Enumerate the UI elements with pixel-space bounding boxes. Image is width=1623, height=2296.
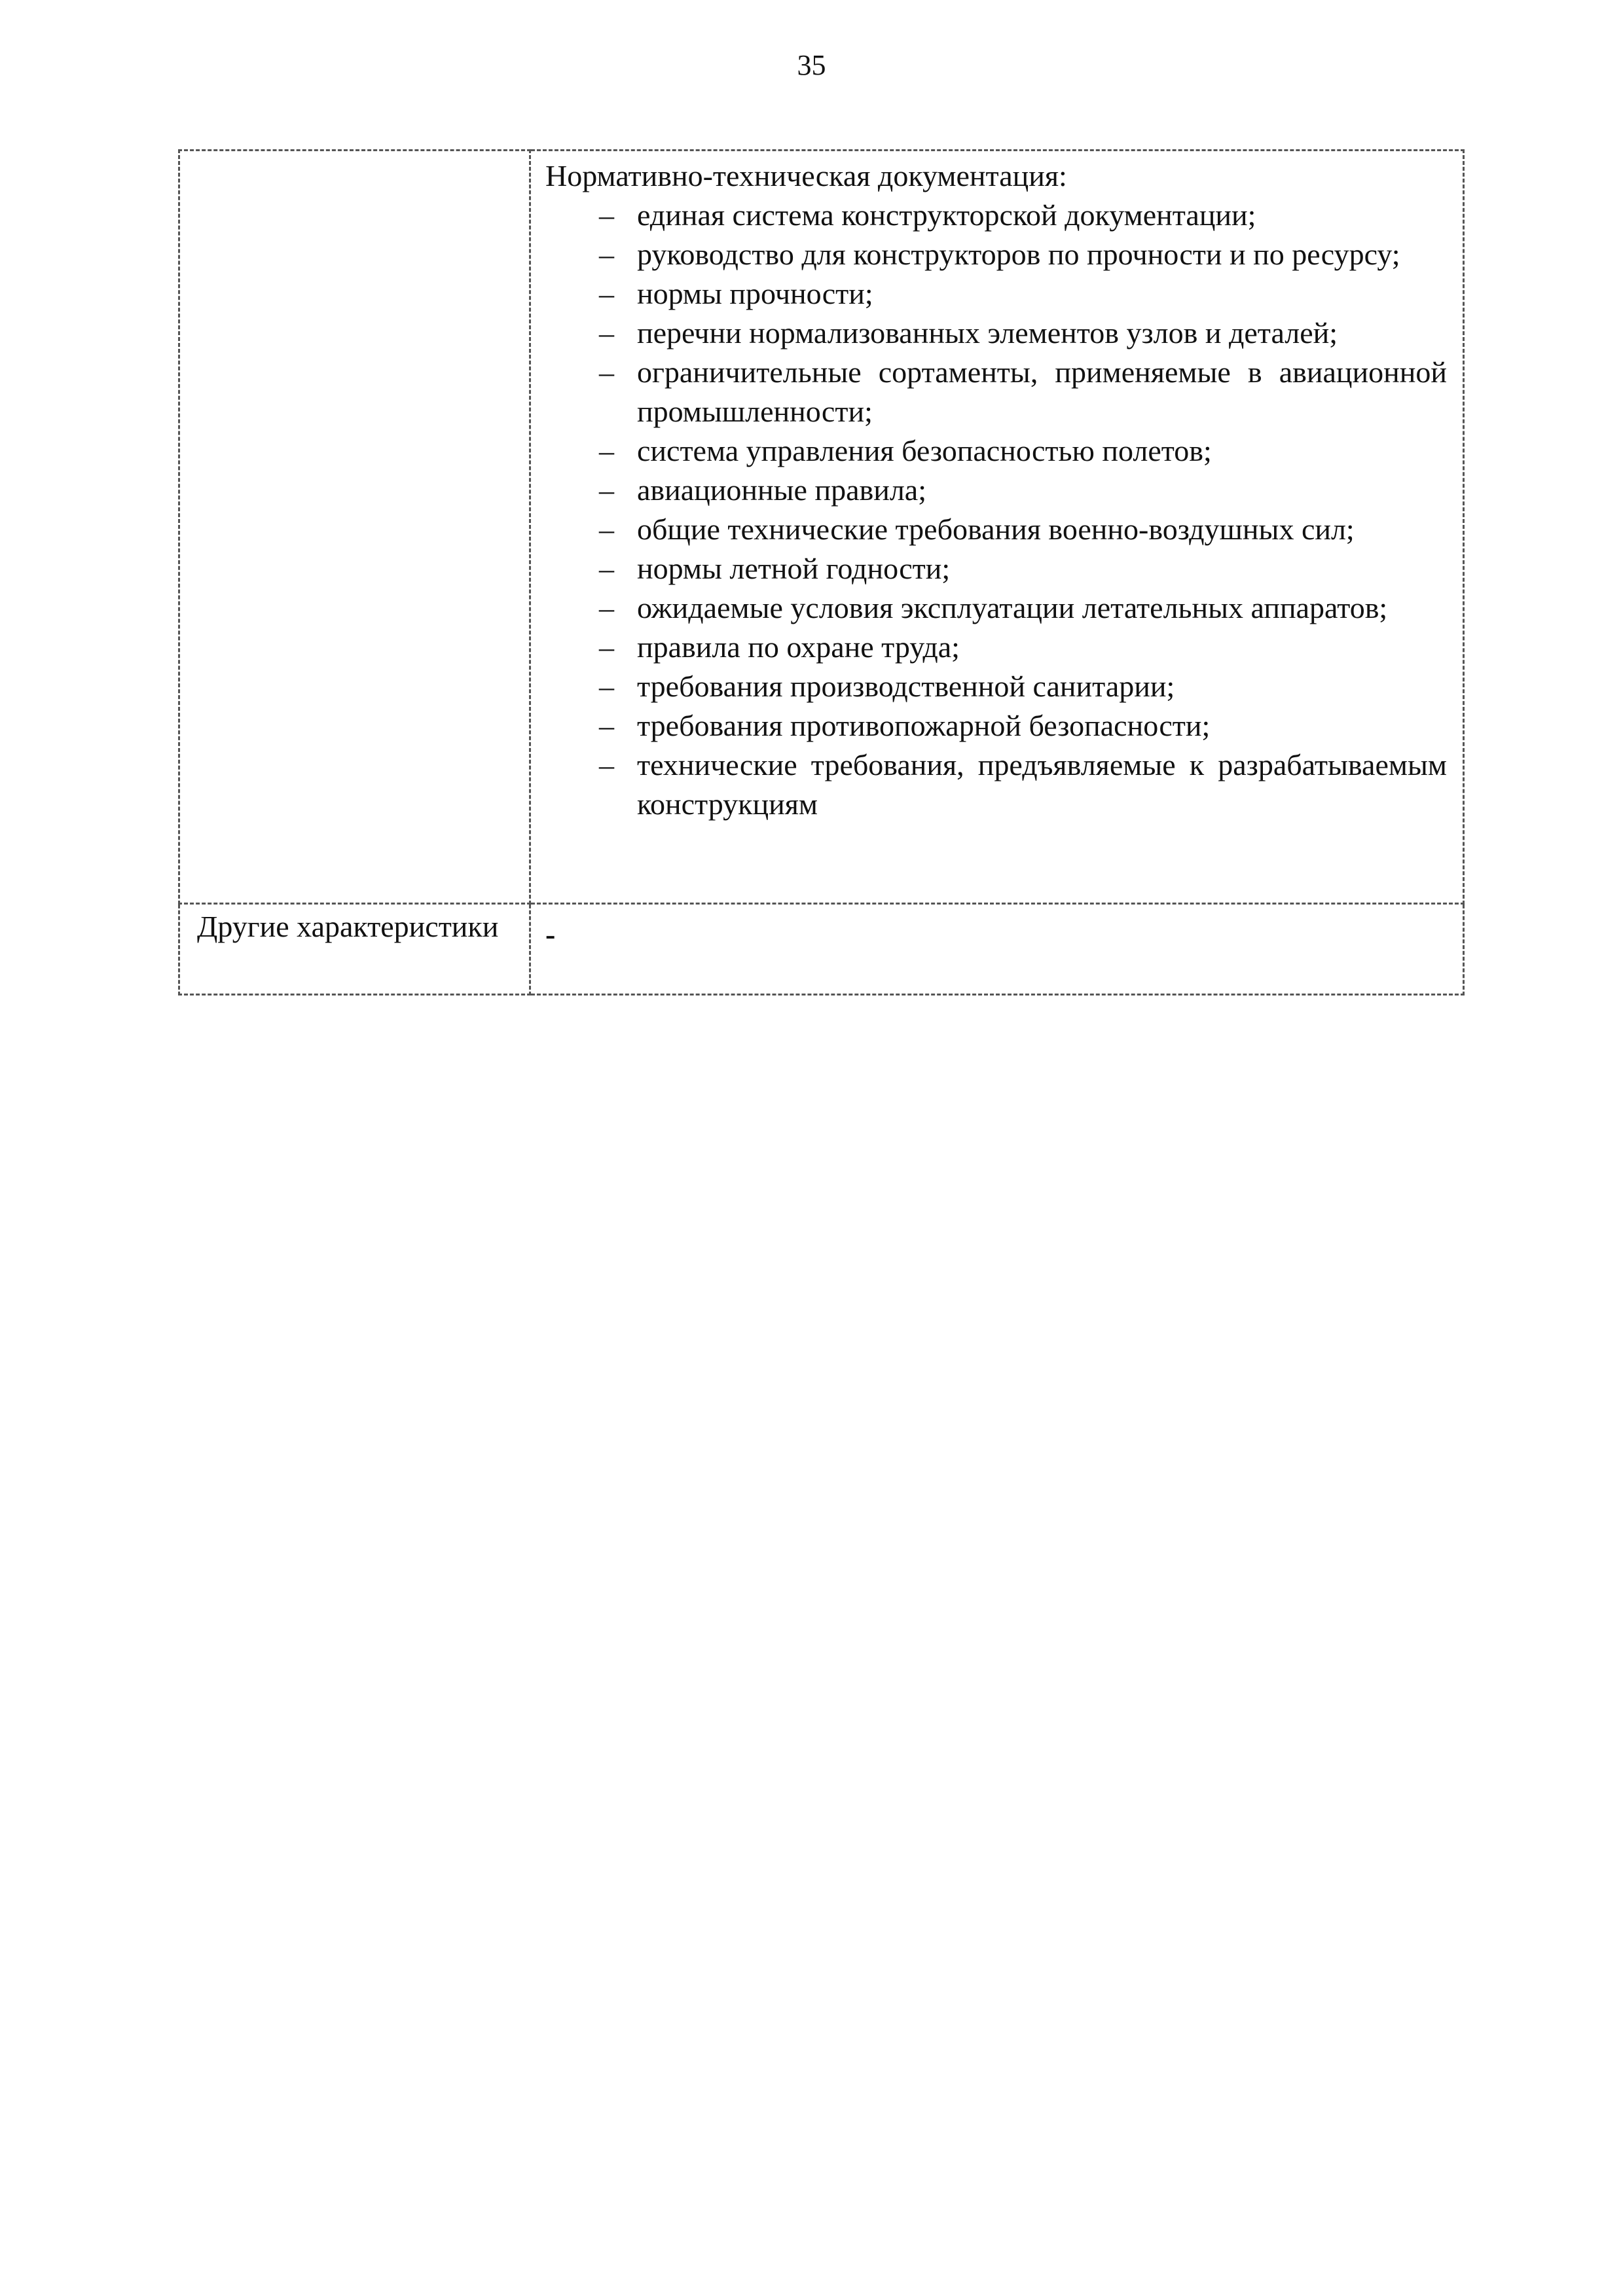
list-item-text: авиационные правила; xyxy=(637,473,926,507)
table-cell-normative-docs xyxy=(530,151,1464,904)
dash-bullet: – xyxy=(599,630,614,664)
list-item xyxy=(545,471,1447,510)
requirements-table xyxy=(178,149,1465,996)
list-item xyxy=(545,667,1447,706)
dash-bullet: – xyxy=(599,512,614,546)
list-item xyxy=(545,431,1447,471)
list-item-text: технические требования, предъявляемые к разрабатываемым конструкциям xyxy=(637,748,1447,821)
list-item-text: руководство для конструкторов по прочности и по ресурсу; xyxy=(637,238,1400,271)
dash-bullet: – xyxy=(599,238,614,271)
list-item-text: ограничительные сортаменты, применяемые в авиационной промышленности; xyxy=(637,355,1447,428)
list-item xyxy=(545,510,1447,549)
dash-bullet: – xyxy=(599,434,614,467)
list-item-text: общие технические требования военно-воздушных сил; xyxy=(637,512,1355,546)
list-item xyxy=(545,353,1447,431)
table-cell-empty xyxy=(179,151,530,904)
list-item-text: система управления безопасностью полетов; xyxy=(637,434,1212,467)
list-item xyxy=(545,745,1447,824)
list-item-text: требования производственной санитарии; xyxy=(637,670,1175,703)
dash-bullet: – xyxy=(599,748,614,781)
list-item xyxy=(545,196,1447,235)
list-item xyxy=(545,274,1447,314)
normative-docs-list xyxy=(545,196,1447,824)
list-item xyxy=(545,235,1447,274)
dash-bullet: – xyxy=(599,355,614,389)
dash-bullet: – xyxy=(599,670,614,703)
list-item xyxy=(545,706,1447,745)
list-item-text: нормы летной годности; xyxy=(637,552,951,585)
dash-bullet: – xyxy=(599,591,614,624)
list-item xyxy=(545,549,1447,588)
other-characteristics-label: Другие характеристики xyxy=(179,904,530,995)
dash-bullet: – xyxy=(599,473,614,507)
list-item xyxy=(545,588,1447,628)
other-characteristics-value: - xyxy=(530,904,1464,995)
dash-bullet: – xyxy=(599,709,614,742)
list-item-text: единая система конструкторской документации; xyxy=(637,198,1256,232)
list-item-text: нормы прочности; xyxy=(637,277,873,310)
list-item xyxy=(545,628,1447,667)
list-item-text: правила по охране труда; xyxy=(637,630,960,664)
table-row xyxy=(179,151,1464,904)
list-heading: Нормативно-техническая документация: xyxy=(545,159,1067,192)
list-item xyxy=(545,314,1447,353)
dash-bullet: – xyxy=(599,316,614,350)
dash-bullet: – xyxy=(599,552,614,585)
page-number: 35 xyxy=(797,49,826,81)
dash-bullet: – xyxy=(599,198,614,232)
list-item-text: ожидаемые условия эксплуатации летательных аппаратов; xyxy=(637,591,1388,624)
list-item-text: требования противопожарной безопасности; xyxy=(637,709,1211,742)
table-row xyxy=(179,904,1464,995)
list-item-text: перечни нормализованных элементов узлов и деталей; xyxy=(637,316,1338,350)
dash-bullet: – xyxy=(599,277,614,310)
